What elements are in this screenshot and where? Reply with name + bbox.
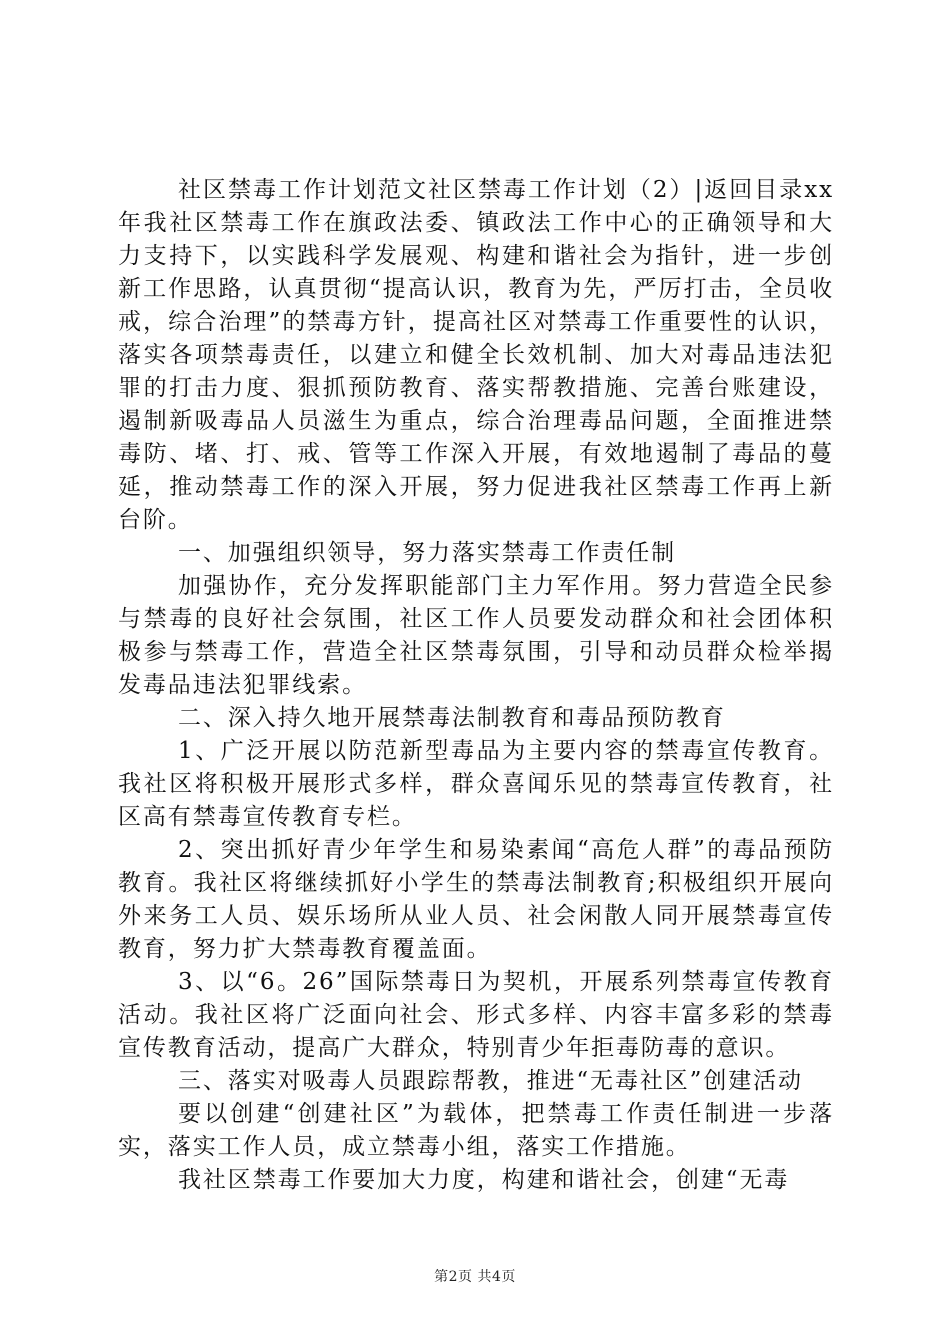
document-body — [118, 174, 834, 1197]
section-heading-3: 三、落实对吸毒人员跟踪帮教，推进“无毒社区”创建活动 — [178, 1068, 803, 1094]
section-heading-2: 二、深入持久地开展禁毒法制教育和毒品预防教育 — [178, 705, 726, 731]
section-2-item-3: 3、以“6。26”国际禁毒日为契机，开展系列禁毒宣传教育活动。我社区将广泛面向社会、形式多样、内容丰富多彩的禁毒宣传教育活动，提高广大群众，特别青少年拒毒防毒的意识。 — [118, 969, 834, 1061]
section-3-paragraph-2: 我社区禁毒工作要加大力度，构建和谐社会，创建“无毒 — [178, 1167, 790, 1193]
section-3-paragraph-1: 要以创建“创建社区”为载体，把禁毒工作责任制进一步落实，落实工作人员，成立禁毒小组，落实工作措施。 — [118, 1101, 834, 1160]
section-heading-1: 一、加强组织领导，努力落实禁毒工作责任制 — [178, 540, 676, 566]
section-2-item-1: 1、广泛开展以防范新型毒品为主要内容的禁毒宣传教育。我社区将积极开展形式多样，群众喜闻乐见的禁毒宣传教育，社区高有禁毒宣传教育专栏。 — [118, 738, 834, 830]
section-1-paragraph: 加强协作，充分发挥职能部门主力军作用。努力营造全民参与禁毒的良好社会氛围，社区工作人员要发动群众和社会团体积极参与禁毒工作，营造全社区禁毒氛围，引导和动员群众检举揭发毒品违法犯罪线索。 — [118, 573, 834, 698]
section-2-item-2: 2、突出抓好青少年学生和易染素闻“高危人群”的毒品预防教育。我社区将继续抓好小学生的禁毒法制教育;积极组织开展向外来务工人员、娱乐场所从业人员、社会闲散人同开展禁毒宣传教育，努力扩大禁毒教育覆盖面。 — [118, 837, 834, 962]
intro-paragraph: 社区禁毒工作计划范文社区禁毒工作计划（2）|返回目录xx年我社区禁毒工作在旗政法委、镇政法工作中心的正确领导和大力支持下，以实践科学发展观、构建和谐社会为指针，进一步创新工作思路，认真贯彻“提高认识，教育为先，严厉打击，全员收戒，综合治理”的禁毒方针，提高社区对禁毒工作重要性的认识，落实各项禁毒责任，以建立和健全长效机制、加大对毒品违法犯罪的打击力度、狠抓预防教育、落实帮教措施、完善台账建设，遏制新吸毒品人员滋生为重点，综合治理毒品问题，全面推进禁毒防、堵、打、戒、管等工作深入开展，有效地遏制了毒品的蔓延，推动禁毒工作的深入开展，努力促进我社区禁毒工作再上新台阶。 — [118, 177, 834, 533]
page-number-footer: 第2页 共4页 — [434, 1269, 516, 1285]
